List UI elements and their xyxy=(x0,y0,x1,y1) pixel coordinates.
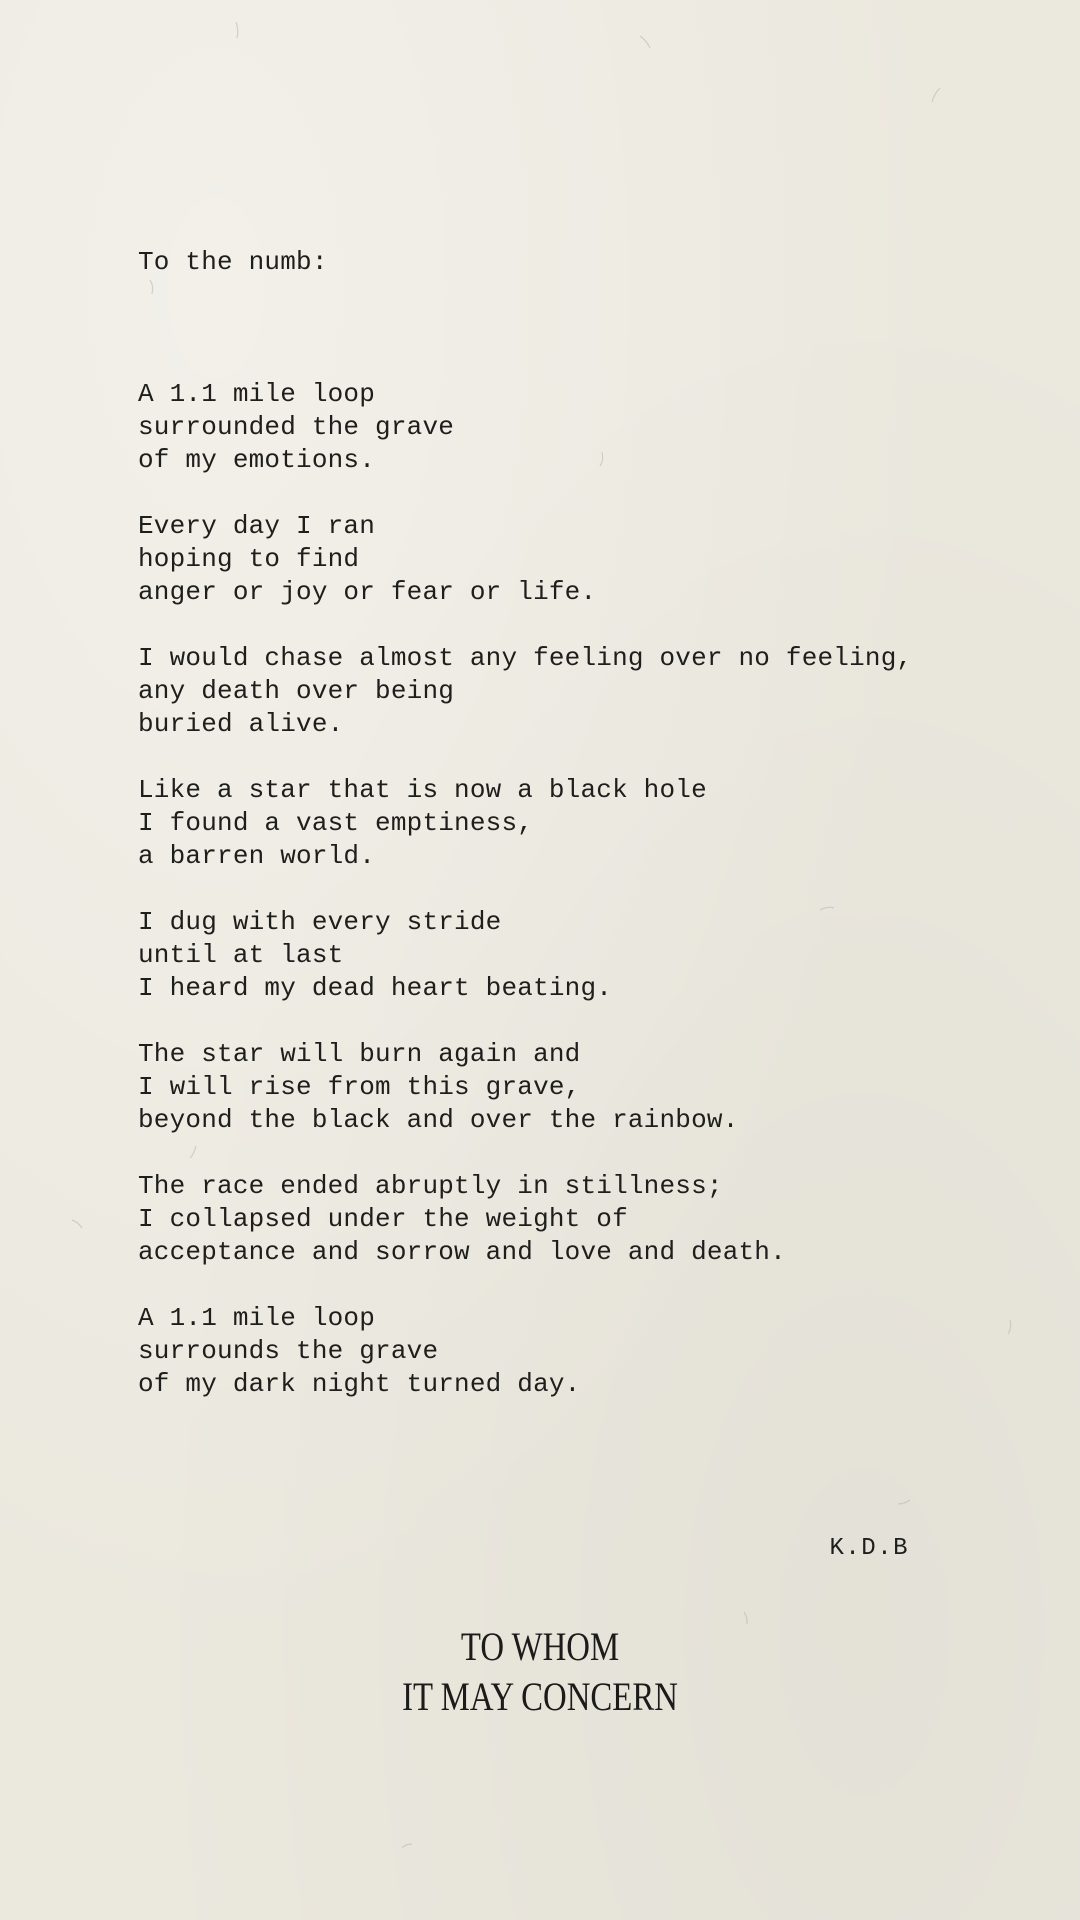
poem-line: beyond the black and over the rainbow. xyxy=(138,1105,739,1135)
poem-line: I collapsed under the weight of xyxy=(138,1204,628,1234)
poem-line: I heard my dead heart beating. xyxy=(138,973,613,1003)
brand-line-1: TO WHOM xyxy=(460,1624,620,1669)
poem-line: anger or joy or fear or life. xyxy=(138,577,597,607)
poem-stanza xyxy=(138,642,912,741)
poem-line: hoping to find xyxy=(138,544,360,574)
poem-stanza xyxy=(138,774,912,873)
poem-stanza xyxy=(138,510,912,609)
poem-line: surrounds the grave xyxy=(138,1336,439,1366)
salutation: To the numb: xyxy=(138,247,328,277)
poem-line: I dug with every stride xyxy=(138,907,502,937)
poem-line: A 1.1 mile loop xyxy=(138,1303,376,1333)
poem-stanza xyxy=(138,1302,912,1401)
poem-stanza xyxy=(138,1170,912,1269)
poem-line: Like a star that is now a black hole xyxy=(138,775,707,805)
poem-line: of my dark night turned day. xyxy=(138,1369,581,1399)
poem-stanza xyxy=(138,378,912,477)
poem-line: I found a vast emptiness, xyxy=(138,808,534,838)
poem xyxy=(138,378,912,1434)
poem-line: surrounded the grave xyxy=(138,412,455,442)
poem-line: acceptance and sorrow and love and death. xyxy=(138,1237,786,1267)
poem-line: I would chase almost any feeling over no feeling, xyxy=(138,643,913,673)
poem-line: any death over being xyxy=(138,676,455,706)
brand-line-2: IT MAY CONCERN xyxy=(402,1674,678,1719)
poem-line: a barren world. xyxy=(138,841,376,871)
poem-line: I will rise from this grave, xyxy=(138,1072,581,1102)
poem-line: of my emotions. xyxy=(138,445,376,475)
poem-stanza xyxy=(138,1038,912,1137)
poem-line: The star will burn again and xyxy=(138,1039,581,1069)
poem-line: buried alive. xyxy=(138,709,344,739)
poem-line: A 1.1 mile loop xyxy=(138,379,376,409)
brand-logo xyxy=(97,1622,983,1722)
poem-stanza xyxy=(138,906,912,1005)
signature: K.D.B xyxy=(829,1535,909,1562)
poem-line: Every day I ran xyxy=(138,511,376,541)
poem-line: until at last xyxy=(138,940,344,970)
poem-line: The race ended abruptly in stillness; xyxy=(138,1171,723,1201)
